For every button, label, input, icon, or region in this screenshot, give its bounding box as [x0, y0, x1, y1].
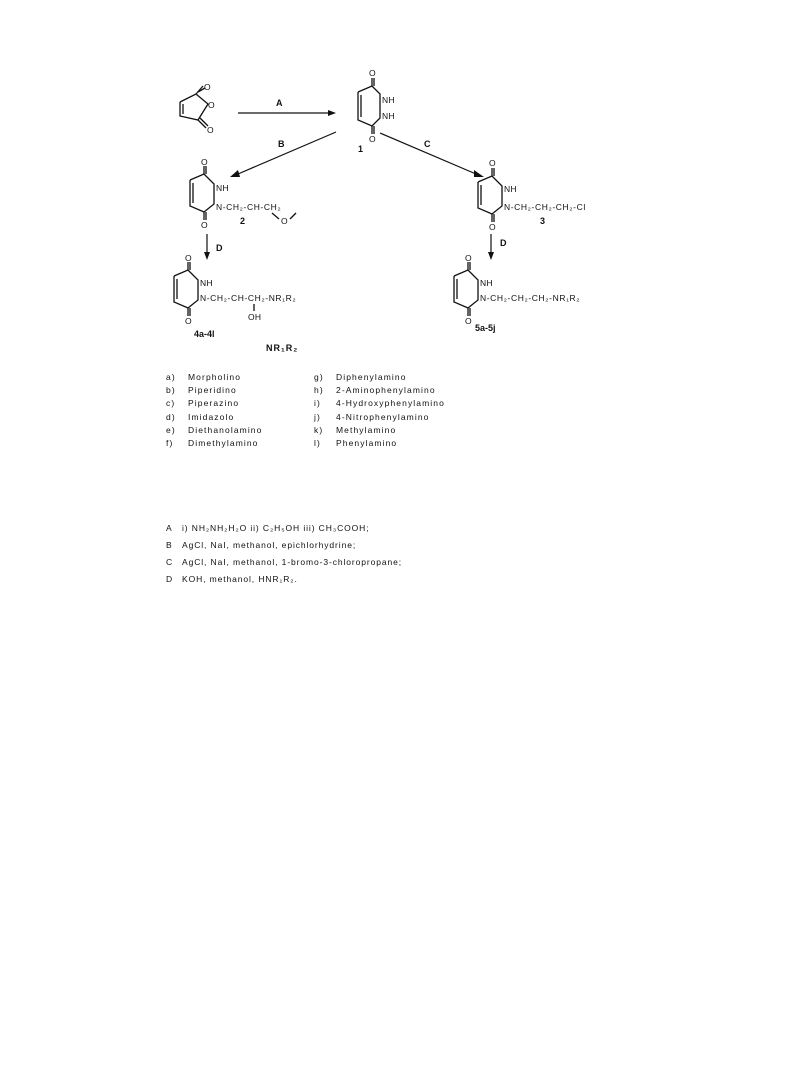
substituent-key: k) — [314, 424, 324, 435]
substituent-name: Diphenylamino — [336, 372, 407, 382]
substituent-key: l) — [314, 438, 321, 449]
arrow-c — [380, 133, 484, 177]
condition-key: A — [166, 522, 173, 533]
substituent-name: Methylamino — [336, 424, 397, 435]
atom-o: O — [281, 216, 288, 226]
substituent-key: a) — [166, 372, 176, 382]
substituent-name: Phenylamino — [336, 438, 398, 449]
substituent-name: Piperidino — [188, 385, 237, 396]
substituent-name: Dimethylamino — [188, 438, 259, 449]
substituent-item — [166, 411, 262, 424]
compound-5-structure — [454, 253, 580, 333]
compound-1-structure — [358, 68, 395, 154]
compound-5-label: 5a-5j — [475, 323, 496, 333]
atom-nh: NH — [504, 184, 517, 194]
compound-1-label: 1 — [358, 144, 364, 154]
substituent-item — [314, 397, 445, 410]
substituent-item — [314, 411, 445, 424]
atom-o: O — [489, 222, 496, 232]
atom-o: O — [201, 220, 208, 230]
substituent-name: 4-Hydroxyphenylamino — [336, 398, 445, 409]
substituent-key: e) — [166, 424, 176, 435]
atom-o: O — [204, 82, 211, 92]
arrow-b — [230, 132, 336, 177]
atom-nh: NH — [480, 278, 493, 288]
substituent-key: g) — [314, 372, 324, 382]
condition-key: B — [166, 539, 173, 550]
atom-o: O — [465, 316, 472, 326]
substituent-name: Piperazino — [188, 398, 240, 409]
substituent-item — [166, 437, 262, 450]
arrow-d-left-label: D — [216, 243, 223, 253]
substituent-name: Morpholino — [188, 372, 242, 382]
substituent-key: h) — [314, 385, 324, 396]
arrow-a-label: A — [276, 98, 283, 108]
atom-nh: NH — [382, 95, 395, 105]
reaction-conditions — [166, 519, 402, 587]
atom-o: O — [185, 316, 192, 326]
atom-o: O — [465, 253, 472, 263]
substituent-name: Diethanolamino — [188, 424, 263, 435]
substituent-key: i) — [314, 398, 321, 409]
substituent-list-left — [166, 371, 262, 450]
substituent-item — [314, 371, 445, 384]
substituent-name: 2-Aminophenylamino — [336, 385, 436, 396]
substituent-item — [166, 424, 262, 437]
substituent-key: c) — [166, 398, 176, 409]
maleic-anhydride — [180, 82, 215, 135]
atom-oh: OH — [248, 312, 262, 322]
atom-nh: NH — [200, 278, 213, 288]
condition-text: AgCl, NaI, methanol, epichlorhydrine; — [182, 539, 357, 550]
condition-text: i) NH₂NH₂H₂O ii) C₂H₅OH iii) CH₃COOH; — [182, 522, 370, 533]
substituent-heading: NR₁R₂ — [266, 343, 299, 353]
substituent-item — [166, 397, 262, 410]
atom-nh: NH — [216, 183, 229, 193]
substituent-key: f) — [166, 438, 174, 449]
compound-2-label: 2 — [240, 216, 246, 226]
substituent-item — [166, 384, 262, 397]
arrow-d-right — [488, 234, 507, 260]
substituent-list-right — [314, 371, 445, 450]
compound-3-label: 3 — [540, 216, 546, 226]
condition-key: C — [166, 556, 174, 567]
condition-row — [166, 553, 402, 570]
compound-4-chain: N-CH₂-CH-CH₂-NR₁R₂ — [200, 293, 297, 303]
substituent-item — [314, 437, 445, 450]
substituent-item — [166, 371, 262, 384]
atom-o: O — [207, 125, 214, 135]
substituent-key: d) — [166, 411, 176, 422]
compound-4-structure — [174, 253, 296, 339]
atom-o: O — [201, 157, 208, 167]
condition-row — [166, 536, 402, 553]
atom-o: O — [369, 68, 376, 78]
atom-o: O — [369, 134, 376, 144]
substituent-item — [314, 424, 445, 437]
compound-2-chain: N-CH₂-CH-CH₂ — [216, 202, 282, 212]
condition-text: KOH, methanol, HNR₁R₂. — [182, 573, 298, 584]
compound-3-structure — [478, 158, 586, 232]
atom-o: O — [185, 253, 192, 263]
atom-nh: NH — [382, 111, 395, 121]
arrow-b-label: B — [278, 139, 285, 149]
substituent-key: j) — [314, 411, 321, 422]
compound-4-label: 4a-4l — [194, 329, 215, 339]
arrow-c-label: C — [424, 139, 431, 149]
arrow-d-left — [204, 234, 223, 260]
atom-o: O — [208, 100, 215, 110]
condition-row — [166, 519, 402, 536]
condition-row — [166, 570, 402, 587]
substituent-key: b) — [166, 385, 176, 396]
compound-2-structure — [190, 157, 296, 230]
arrow-d-right-label: D — [500, 238, 507, 248]
substituent-item — [314, 384, 445, 397]
substituent-name: 4-Nitrophenylamino — [336, 411, 430, 422]
arrow-a — [238, 98, 336, 116]
condition-text: AgCl, NaI, methanol, 1-bromo-3-chloropropane; — [182, 556, 403, 567]
compound-5-chain: N-CH₂-CH₂-CH₂-NR₁R₂ — [480, 293, 581, 303]
condition-key: D — [166, 573, 174, 584]
compound-3-chain: N-CH₂-CH₂-CH₂-Cl — [504, 202, 586, 212]
substituent-name: Imidazolo — [188, 411, 235, 422]
atom-o: O — [489, 158, 496, 168]
